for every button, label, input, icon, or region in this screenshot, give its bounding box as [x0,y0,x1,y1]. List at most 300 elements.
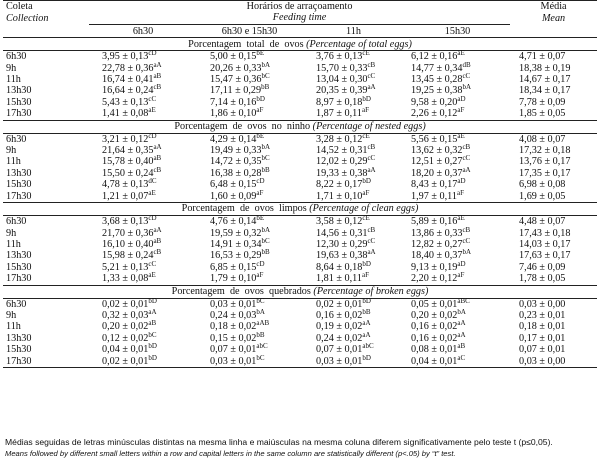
row-label: 15h30 [6,179,32,191]
value-cell [197,353,302,368]
cell-value: 12,02 ± 0,29 [316,156,368,168]
cell-value: 1,87 ± 0,11 [316,108,362,120]
cell-value: 0,04 ± 0,01 [102,344,149,356]
row-label: 13h30 [6,250,32,262]
cell-value: 16,74 ± 0,41 [102,74,154,86]
cell-value: 2,20 ± 0,12 [411,273,458,285]
significance-letters: bB [261,83,270,92]
header-row-2 [3,12,597,24]
value-cell [197,165,302,179]
significance-letters: cD [148,214,157,223]
cell-value: 1,79 ± 0,10 [210,273,257,285]
significance-letters: bB [261,165,270,174]
significance-letters: cD [148,131,157,140]
table-row [3,239,597,250]
cell-value: 0,04 ± 0,01 [411,355,458,367]
value-cell [405,108,510,120]
value-cell [89,108,197,120]
cell-value: 0,08 ± 0,01 [411,344,458,356]
value-cell [302,321,405,332]
significance-letters: aB [153,154,162,163]
row-label: 17h30 [6,273,32,285]
value-cell [89,225,197,239]
significance-letters: aF [256,271,264,280]
row-label: 13h30 [6,332,32,344]
table-row [3,310,597,321]
cell-value: 4,29 ± 0,14 [210,133,257,145]
cell-value: 1,81 ± 0,11 [316,273,362,285]
subcol-6h30-e-15h30: 6h30 e 15h30 [221,25,278,37]
row-label: 6h30 [6,133,27,145]
cell-value: 20,35 ± 0,39 [316,85,368,97]
cell-value: 0,24 ± 0,02 [316,332,363,344]
significance-letters: aA [362,319,371,328]
cell-value: 0,02 ± 0,01 [102,298,149,310]
table-row [3,168,597,179]
cell-value: 0,02 ± 0,01 [316,298,363,310]
significance-letters: aF [362,188,370,197]
cell-value: 14,52 ± 0,31 [316,145,368,157]
table-row [3,63,597,74]
cell-value: 0,03 ± 0,01 [316,355,363,367]
significance-letters: cC [148,94,157,103]
table-row [3,273,597,285]
significance-letters: aD [457,177,466,186]
row-label: 11h [6,74,21,86]
cell-value: 8,43 ± 0,17 [411,179,458,191]
significance-letters: aA [367,248,376,257]
value-cell [302,273,405,285]
significance-letters: bD [362,259,371,268]
section-title-pt: Porcentagem de ovos limpos [181,203,307,215]
table-row [3,228,597,239]
value-cell [89,344,197,355]
significance-letters: cE [362,214,370,223]
significance-letters: cB [153,165,162,174]
significance-letters: cE [362,49,370,58]
header-group-subtitle: Feeding time [89,12,510,24]
value-cell [302,250,405,261]
cell-value: 0,02 ± 0,01 [102,355,149,367]
value-cell [89,51,197,63]
cell-value: 13,86 ± 0,33 [411,227,463,239]
significance-letters: aA [153,60,162,69]
header-media: Média [540,1,567,12]
row-label: 11h [6,238,21,250]
row-label: 6h30 [6,298,27,310]
cell-value: 16,53 ± 0,29 [210,250,262,262]
significance-letters: aF [361,271,369,280]
cell-value: 1,60 ± 0,09 [210,190,257,202]
significance-letters: bB [362,307,371,316]
significance-letters: cC [367,154,376,163]
significance-letters: bC [261,236,270,245]
value-cell [405,145,510,156]
value-cell [302,344,405,355]
value-cell [405,273,510,285]
cell-value: 1,41 ± 0,08 [102,108,149,120]
significance-letters: aB [153,72,162,81]
cell-value: 0,05 ± 0,01 [411,298,458,310]
value-cell [405,74,510,85]
value-cell [405,51,510,63]
value-cell [89,259,197,273]
table-row [3,74,597,85]
cell-value: 0,03 ± 0,01 [210,355,257,367]
value-cell [197,250,302,261]
row-label: 9h [6,227,17,239]
cell-value: 1,86 ± 0,10 [210,108,257,120]
table-row [3,97,597,108]
significance-letters: bB [256,330,265,339]
cell-value: 15,70 ± 0,33 [316,62,368,74]
cell-value: 14,77 ± 0,34 [411,62,463,74]
significance-letters: aB [148,319,157,328]
significance-letters: aE [457,214,465,223]
cell-value: 15,50 ± 0,24 [102,167,154,179]
section-title [3,203,597,216]
cell-value: 18,40 ± 0,37 [411,250,463,262]
significance-letters: aA [362,330,371,339]
value-cell [302,133,405,145]
value-cell [197,236,302,250]
significance-letters: cB [153,83,162,92]
value-cell [302,165,405,179]
header-collection: Collection [6,12,49,24]
mean-cell: 14,03 ± 0,17 [519,238,571,250]
value-cell [89,330,197,344]
cell-value: 0,20 ± 0,02 [102,321,149,333]
significance-letters: abC [256,342,268,351]
cell-value: 0,07 ± 0,01 [316,344,363,356]
significance-letters: cB [462,143,471,152]
significance-letters: aE [148,271,156,280]
value-cell [302,188,405,203]
cell-value: 19,59 ± 0,32 [210,227,262,239]
value-cell [89,94,197,108]
value-cell [197,307,302,321]
value-cell [302,259,405,273]
mean-cell: 0,17 ± 0,01 [519,332,566,344]
subcol-15h30: 15h30 [444,25,471,37]
table-row [3,262,597,273]
significance-letters: bD [362,94,371,103]
cell-value: 7,14 ± 0,16 [210,96,257,108]
mean-cell: 14,67 ± 0,17 [519,74,571,86]
subcol-11h: 11h [346,25,361,37]
value-cell [197,51,302,63]
significance-letters: aA [367,83,376,92]
cell-value: 0,07 ± 0,01 [210,344,257,356]
significance-letters: bD [148,296,157,305]
section-title-en: (Percentage of clean eggs) [309,203,419,215]
cell-value: 1,71 ± 0,10 [316,190,363,202]
mean-cell: 7,78 ± 0,09 [519,96,566,108]
cell-value: 0,16 ± 0,02 [411,321,458,333]
value-cell [197,60,302,74]
row-label: 17h30 [3,356,89,368]
cell-value: 4,78 ± 0,13 [102,179,149,191]
cell-value: 15,98 ± 0,24 [102,250,154,262]
footnote-en: Means followed by different small letters within a row and capital letters in the same column are statistically different (p<.05) by “t” test. [5,449,456,459]
value-cell [197,145,302,156]
significance-letters: bC [261,154,270,163]
significance-letters: bD [362,353,371,362]
significance-letters: cC [462,236,471,245]
header-coleta: Coleta [6,1,33,12]
significance-letters: bA [261,60,270,69]
value-cell [89,216,197,228]
cell-value: 0,32 ± 0,03 [102,309,149,321]
row-label: 17h30 [6,190,32,202]
section-header [3,38,597,51]
significance-letters: aD [457,94,466,103]
value-cell [302,156,405,167]
value-cell [89,74,197,85]
mean-cell: 4,71 ± 0,07 [519,51,566,63]
significance-letters: bB [261,248,270,257]
cell-value: 3,58 ± 0,12 [316,216,363,228]
value-cell [89,179,197,190]
mean-cell: 1,69 ± 0,05 [519,190,566,202]
significance-letters: cB [367,225,376,234]
significance-letters: cB [153,248,162,257]
value-cell [405,353,510,368]
cell-value: 0,16 ± 0,02 [411,332,458,344]
significance-letters: cC [462,154,471,163]
value-cell [89,156,197,167]
cell-value: 6,12 ± 0,16 [411,51,458,63]
mean-cell: 17,35 ± 0,17 [519,167,571,179]
significance-letters: aF [457,271,465,280]
section-title-en: (Percentage of total eggs) [306,38,412,50]
table-row [3,85,597,96]
significance-letters: aA [148,307,157,316]
value-cell [405,133,510,145]
cell-value: 0,15 ± 0,02 [210,332,257,344]
value-cell [302,60,405,74]
value-cell [197,344,302,355]
cell-value: 5,00 ± 0,15 [210,51,257,63]
cell-value: 3,76 ± 0,13 [316,51,363,63]
significance-letters: aE [457,131,465,140]
data-table-page [3,0,597,459]
significance-letters: cC [367,236,376,245]
cell-value: 16,38 ± 0,28 [210,167,262,179]
cell-value: 12,82 ± 0,27 [411,238,463,250]
cell-value: 15,78 ± 0,40 [102,156,154,168]
significance-letters: cB [367,60,376,69]
mean-cell: 18,34 ± 0,17 [519,85,571,97]
value-cell [89,133,197,145]
significance-letters: bA [457,307,466,316]
table-row [3,321,597,332]
cell-value: 1,97 ± 0,11 [411,190,457,202]
value-cell [302,108,405,120]
cell-value: 5,56 ± 0,15 [411,133,458,145]
significance-letters: aA [457,319,466,328]
mean-cell: 17,32 ± 0,18 [519,145,571,157]
value-cell [302,179,405,190]
cell-value: 8,97 ± 0,18 [316,96,363,108]
cell-value: 0,16 ± 0,02 [316,309,363,321]
mean-cell: 18,38 ± 0,19 [519,62,571,74]
table-row [3,344,597,355]
table-row [3,216,597,228]
subcol-6h30: 6h30 [132,25,154,37]
cell-value: 14,91 ± 0,34 [210,238,262,250]
cell-value: 5,89 ± 0,16 [411,216,458,228]
mean-cell: 0,23 ± 0,01 [519,309,566,321]
significance-letters: bC [256,296,265,305]
mean-cell: 0,07 ± 0,01 [519,344,566,356]
mean-cell: 0,03 ± 0,00 [510,356,597,368]
cell-value: 21,70 ± 0,36 [102,227,154,239]
mean-cell: 4,48 ± 0,07 [519,216,566,228]
cell-value: 5,43 ± 0,13 [102,96,149,108]
significance-letters: aF [361,106,369,115]
value-cell [302,236,405,250]
table-row [3,191,597,203]
cell-value: 6,85 ± 0,15 [210,261,257,273]
cell-value: 3,68 ± 0,13 [102,216,149,228]
value-cell [405,188,510,203]
cell-value: 13,45 ± 0,28 [411,74,463,86]
cell-value: 21,64 ± 0,35 [102,145,154,157]
table-footnotes [5,437,600,460]
cell-value: 19,25 ± 0,38 [411,85,463,97]
table-row [3,298,597,310]
row-label: 13h30 [6,85,32,97]
header-subcolumns [3,24,597,37]
cell-value: 13,62 ± 0,32 [411,145,463,157]
cell-value: 20,26 ± 0,33 [210,62,262,74]
significance-letters: abC [362,342,374,351]
value-cell [89,273,197,285]
value-cell [405,236,510,250]
significance-letters: bC [256,353,265,362]
value-cell [197,259,302,273]
significance-letters: bA [261,225,270,234]
significance-letters: cC [367,72,376,81]
significance-letters: cC [462,72,471,81]
cell-value: 8,22 ± 0,17 [316,179,363,191]
significance-letters: cD [256,259,265,268]
section-header [3,120,597,133]
value-cell [197,94,302,108]
cell-value: 8,64 ± 0,18 [316,261,363,273]
significance-letters: bA [256,307,265,316]
value-cell [89,145,197,156]
value-cell [302,85,405,96]
value-cell [89,353,197,368]
table-row [3,108,597,120]
significance-letters: aF [256,188,264,197]
cell-value: 2,26 ± 0,12 [411,108,458,120]
value-cell [302,74,405,85]
cell-value: 9,58 ± 0,20 [411,96,458,108]
value-cell [89,85,197,96]
cell-value: 19,33 ± 0,38 [316,167,368,179]
cell-value: 0,24 ± 0,03 [210,309,257,321]
value-cell [302,225,405,239]
table-row [3,156,597,167]
row-label: 17h30 [6,108,32,120]
cell-value: 13,04 ± 0,30 [316,74,368,86]
cell-value: 19,49 ± 0,33 [210,145,262,157]
header-row-1 [3,1,597,13]
feeding-time-table [3,0,597,368]
cell-value: 18,20 ± 0,37 [411,167,463,179]
cell-value: 3,95 ± 0,13 [102,51,149,63]
section-title-en: (Percentage of nested eggs) [312,120,426,132]
value-cell [302,145,405,156]
significance-letters: cB [367,143,376,152]
table-row [3,250,597,261]
row-label: 6h30 [6,216,27,228]
value-cell [197,133,302,145]
row-label: 11h [6,156,21,168]
significance-letters: bC [261,72,270,81]
cell-value: 19,63 ± 0,38 [316,250,368,262]
cell-value: 1,33 ± 0,08 [102,273,149,285]
cell-value: 14,72 ± 0,35 [210,156,262,168]
section-header [3,285,597,298]
cell-value: 16,64 ± 0,24 [102,85,154,97]
significance-letters: cE [362,131,370,140]
significance-letters: aB [457,342,466,351]
mean-cell: 17,43 ± 0,18 [519,227,571,239]
section-title-en: (Percentage of broken eggs) [313,285,429,297]
significance-letters: bA [261,143,270,152]
significance-letters: bD [148,342,157,351]
cell-value: 12,51 ± 0,27 [411,156,463,168]
mean-cell: 1,85 ± 0,05 [519,108,566,120]
significance-letters: bD [362,177,371,186]
row-label: 9h [6,145,17,157]
value-cell [302,307,405,321]
significance-letters: cC [148,259,157,268]
table-row [3,51,597,63]
row-label: 6h30 [6,51,27,63]
significance-letters: aBC [457,296,470,305]
mean-cell: 7,46 ± 0,09 [519,261,566,273]
significance-letters: aE [148,106,156,115]
table-row [3,133,597,145]
significance-letters: cD [256,177,265,186]
row-label: 15h30 [6,344,32,356]
significance-letters: cD [148,49,157,58]
cell-value: 15,47 ± 0,36 [210,74,262,86]
value-cell [89,307,197,321]
value-cell [405,225,510,239]
value-cell [302,330,405,344]
cell-value: 5,21 ± 0,13 [102,261,149,273]
value-cell [89,188,197,203]
cell-value: 22,78 ± 0,36 [102,62,154,74]
row-label: 13h30 [6,167,32,179]
section-title [3,285,597,298]
section-title-pt: Porcentagem total de ovos [188,38,304,50]
row-label: 11h [6,321,21,333]
value-cell [89,165,197,179]
significance-letters: bE [256,131,265,140]
value-cell [89,250,197,261]
value-cell [197,156,302,167]
significance-letters: bA [462,83,471,92]
cell-value: 0,20 ± 0,02 [411,309,458,321]
cell-value: 3,21 ± 0,12 [102,133,149,145]
